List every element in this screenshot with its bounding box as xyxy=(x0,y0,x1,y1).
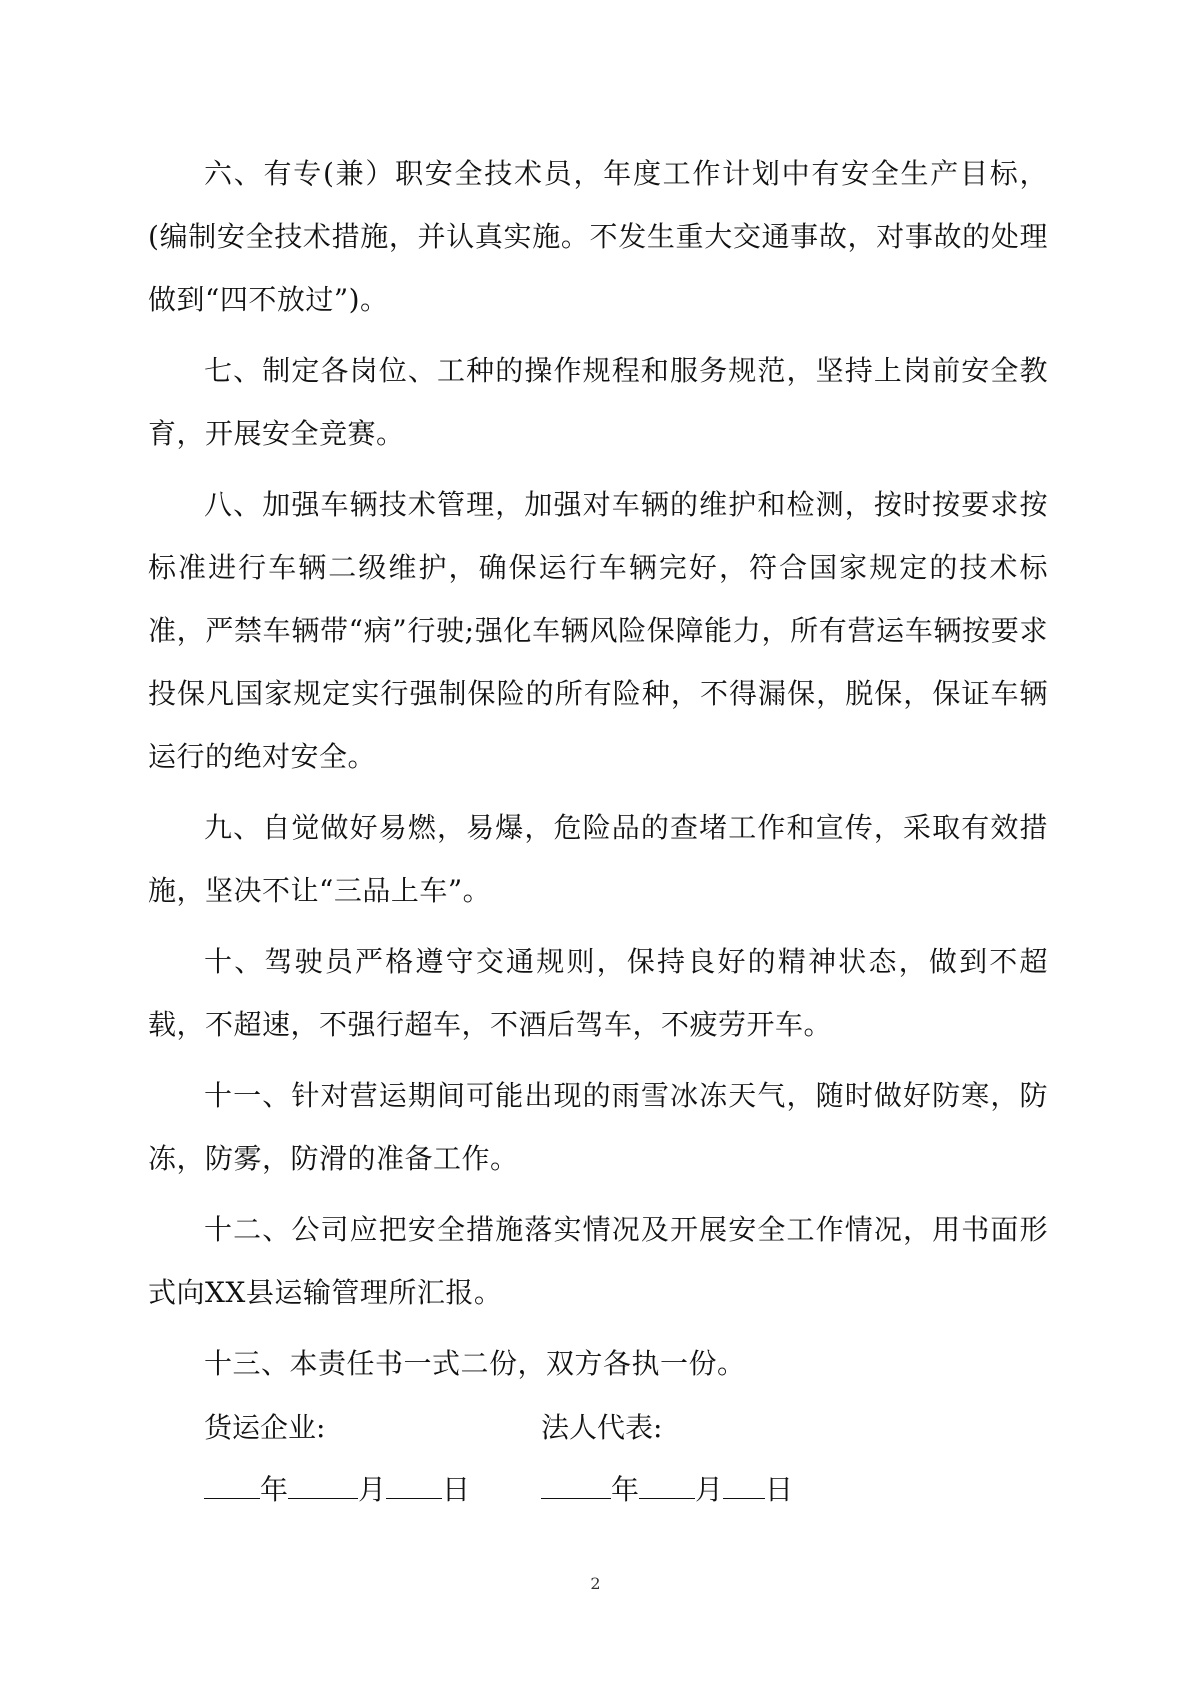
clause-12: 十二、公司应把安全措施落实情况及开展安全工作情况，用书面形式向XX县运输管理所汇报。 xyxy=(148,1213,1048,1309)
clause-7: 七、制定各岗位、工种的操作规程和服务规范，坚持上岗前安全教育，开展安全竞赛。 xyxy=(148,354,1048,450)
day-label: 日 xyxy=(442,1473,471,1506)
document-body xyxy=(148,142,1048,1403)
day-blank xyxy=(386,1468,442,1499)
month-label: 月 xyxy=(695,1473,724,1506)
signature-freight-company-label: 货运企业: xyxy=(204,1411,326,1444)
clause-11: 十一、针对营运期间可能出现的雨雪冰冻天气，随时做好防寒，防冻，防雾，防滑的准备工作。 xyxy=(148,1079,1048,1175)
date-line-right xyxy=(541,1468,793,1510)
day-blank xyxy=(723,1468,765,1499)
clause-8: 八、加强车辆技术管理，加强对车辆的维护和检测，按时按要求按标准进行车辆二级维护，确保运行车辆完好，符合国家规定的技术标准，严禁车辆带“病”行驶;强化车辆风险保障能力，所有营运车辆按要求投保凡国家规定实行强制保险的所有险种，不得漏保，脱保，保证车辆运行的绝对安全。 xyxy=(148,488,1048,773)
year-blank xyxy=(541,1468,611,1499)
day-label: 日 xyxy=(765,1473,794,1506)
month-blank xyxy=(639,1468,695,1499)
year-label: 年 xyxy=(260,1473,289,1506)
clause-13: 十三、本责任书一式二份，双方各执一份。 xyxy=(204,1347,746,1380)
clause-6: 六、有专(兼）职安全技术员，年度工作计划中有安全生产目标，(编制安全技术措施，并认真实施。不发生重大交通事故，对事故的处理做到“四不放过”)。 xyxy=(148,157,1048,316)
clause-10: 十、驾驶员严格遵守交通规则，保持良好的精神状态，做到不超载，不超速，不强行超车，不酒后驾车，不疲劳开车。 xyxy=(148,945,1048,1041)
page-number: 2 xyxy=(590,1574,601,1593)
year-blank xyxy=(204,1468,260,1499)
year-label: 年 xyxy=(611,1473,640,1506)
clause-9: 九、自觉做好易燃，易爆，危险品的查堵工作和宣传，采取有效措施，坚决不让“三品上车”。 xyxy=(148,811,1048,907)
date-line-left xyxy=(204,1468,470,1510)
signature-legal-rep-label: 法人代表: xyxy=(541,1411,663,1444)
month-label: 月 xyxy=(358,1473,387,1506)
month-blank xyxy=(288,1468,358,1499)
